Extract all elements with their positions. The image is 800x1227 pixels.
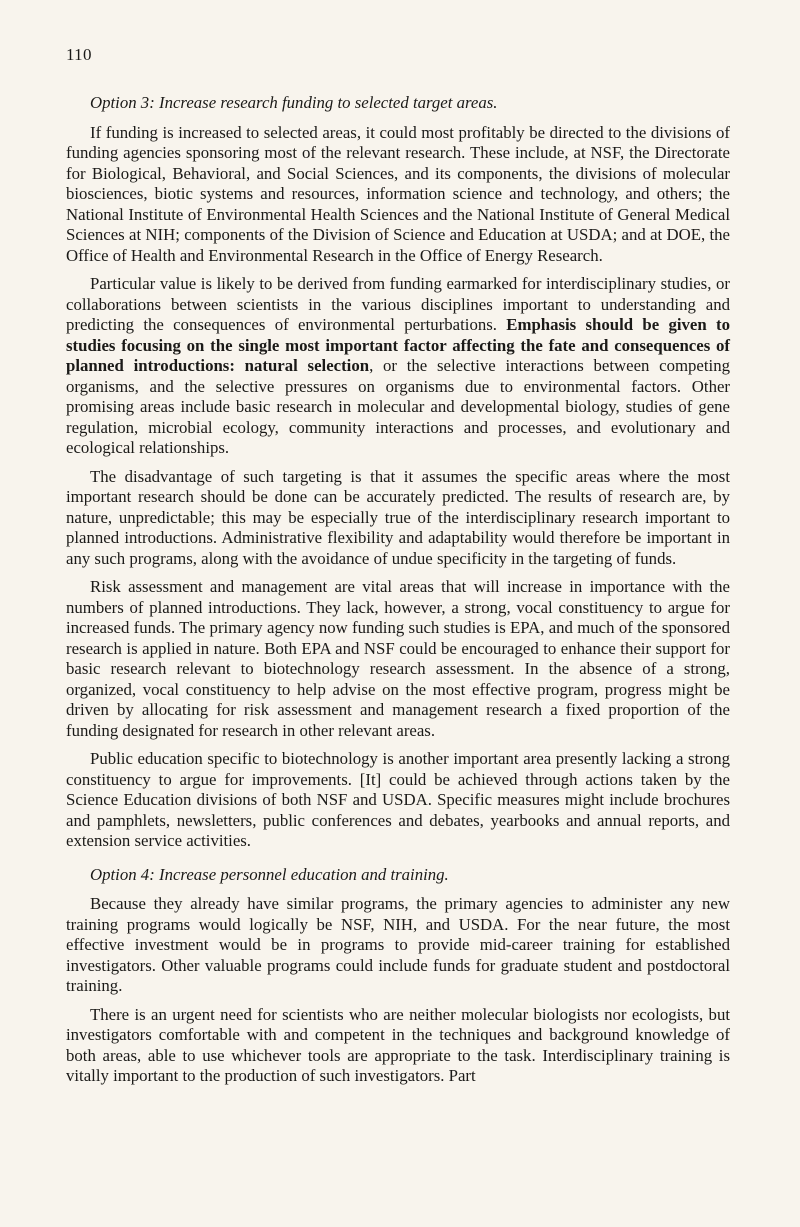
option3-paragraph-4: Risk assessment and management are vital areas that will increase in importance with the numbers of planned introductions. They lack, however, a strong, vocal constituency to argue for increased funds. The primary agency now funding such studies is EPA, and much of the sponsored research is applied in nature. Both EPA and NSF could be encouraged to enhance their support for basic research relevant to biotechnology research assessment. In the absence of a strong, organized, vocal constituency to help advise on the most effective program, progress might be driven by allocating for risk assessment and management research a fixed proportion of the funding designated for research in other relevant areas.	[66, 577, 730, 740]
option4-paragraph-2: There is an urgent need for scientists who are neither molecular biologists nor ecologists, but investigators comfortable with and competent in the techniques and background knowledge of both areas, able to use whichever tools are appropriate to the task. Interdisciplinary training is vitally important to the production of such investigators. Part	[66, 1004, 730, 1085]
option4-paragraph-1: Because they already have similar programs, the primary agencies to administer any new training programs would logically be NSF, NIH, and USDA. For the near future, the most effective investment would be in programs to provide mid-career training for established investigators. Other valuable programs could include funds for graduate student and postdoctoral training.	[66, 894, 730, 995]
option3-paragraph-3: The disadvantage of such targeting is that it assumes the specific areas where the most important research should be done can be accurately predicted. The results of research are, by nature, unpredictable; this may be especially true of the interdisciplinary research important to planned introductions. Administrative flexibility and adaptability would therefore be important in any such programs, along with the avoidance of undue specificity in the targeting of funds.	[66, 466, 730, 568]
option3-paragraph-1: If funding is increased to selected areas, it could most profitably be directed to the divisions of funding agencies sponsoring most of the relevant research. These include, at NSF, the Directorate for Biological, Behavioral, and Social Sciences, and its components, the divisions of molecular biosciences, biotic systems and resources, information science and technology, and others; the National Institute of Environmental Health Sciences and the National Institute of General Medical Sciences at NIH; components of the Division of Science and Education at USDA; and at DOE, the Office of Health and Environmental Research in the Office of Energy Research.	[66, 122, 730, 265]
page-number: 110	[66, 45, 92, 64]
option3-heading: Option 3: Increase research funding to selected target areas.	[90, 93, 498, 112]
option3-paragraph-2-emphasis: Emphasis should be given to studies focusing on the single most important factor affecting the fate and consequences of planned introductions: natural selection	[66, 315, 730, 375]
option3-paragraph-2-continuation: , or the selective interactions between competing organisms, and the selective pressures on organisms due to environmental factors. Other promising areas include basic research in molecular and developmental biology, studies of gene regulation, microbial ecology, community interactions and processes, and evolutionary and ecological relationships.	[66, 356, 730, 457]
option3-paragraph-2	[66, 274, 730, 459]
option4-heading: Option 4: Increase personnel education and training.	[90, 864, 449, 884]
page-body	[66, 93, 730, 1095]
option3-paragraph-2-intro: Particular value is likely to be derived from funding earmarked for interdisciplinary studies, or collaborations between scientists in the various disciplines important to understanding and predicting the consequences of environmental perturbations.	[66, 274, 730, 334]
option3-paragraph-5: Public education specific to biotechnology is another important area presently lacking a strong constituency to argue for improvements. [It] could be achieved through actions taken by the Science Education divisions of both NSF and USDA. Specific measures might include brochures and pamphlets, newsletters, public conferences and debates, yearbooks and annual reports, and extension service activities.	[66, 749, 730, 850]
